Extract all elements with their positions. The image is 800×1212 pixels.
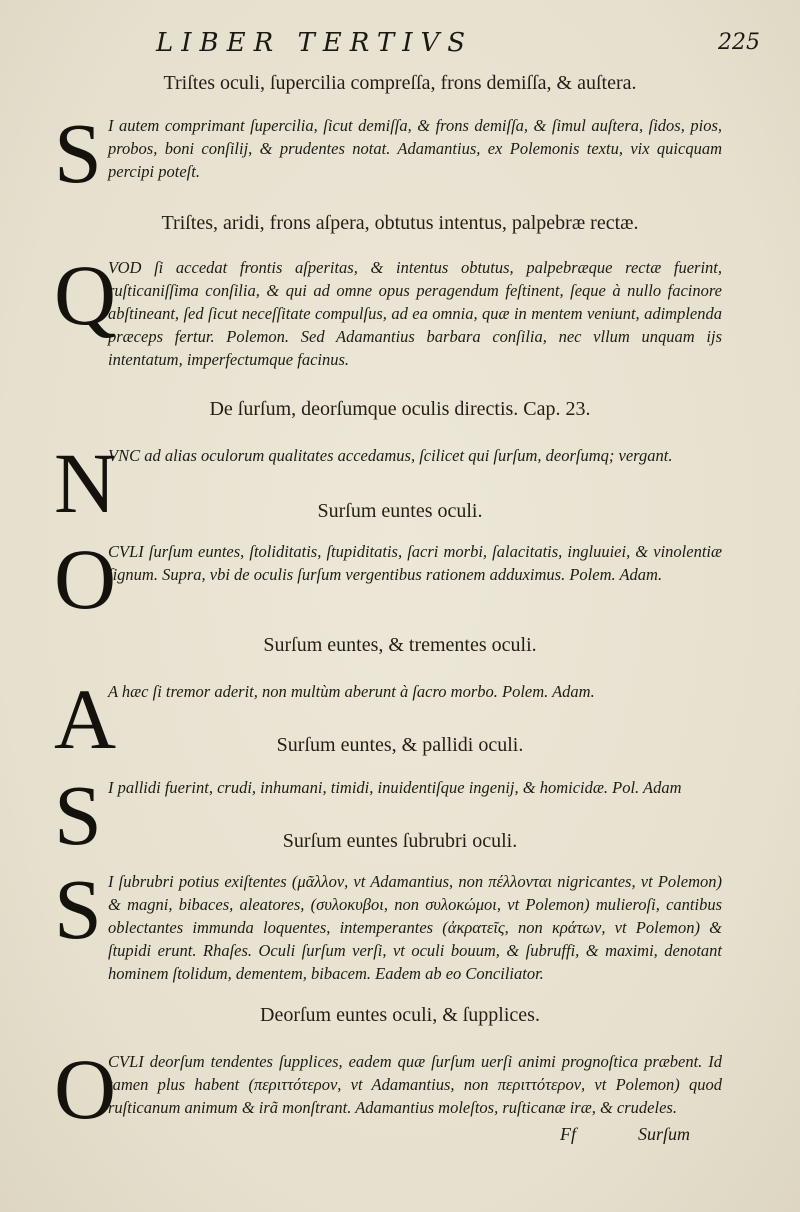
drop-initial: S	[54, 767, 102, 863]
paragraph-text: VOD ſi accedat frontis aſperitas, & intentus obtutus, palpebræque rectæ fuerint, ruſticaniſſima conſilia, & qui ad omne opus peragendum feſtinent, ſeque à nullo facinore abſtineant, ſed ſicut neceſſitate compulſus, ad ea omnia, quæ in mentem veniunt, adimplenda præceps fertur. Polemon. Sed Adamantius barbara conſilia, nec vllum unquam ijs intentatum, imperfectumque facinus.	[108, 258, 722, 369]
section-title: Triſtes, aridi, frons aſpera, obtutus intentus, palpebræ rectæ.	[161, 212, 639, 234]
paragraph-text: CVLI ſurſum euntes, ſtoliditatis, ſtupiditatis, ſacri morbi, ſalacitatis, ingluuiei, & vinolentiæ ſignum. Supra, vbi de oculis ſurſum vergentibus rationem adduximus. Polem. Adam.	[108, 542, 722, 584]
page-header	[150, 28, 760, 58]
signature-mark: Ff	[560, 1124, 576, 1144]
section-paragraph	[54, 247, 722, 371]
catchword: Surſum	[638, 1124, 691, 1144]
paragraph-text: I pallidi fuerint, crudi, inhumani, timidi, inuidentiſque ingenij, & homicidæ. Pol. Adam	[108, 778, 682, 797]
section-title: Surſum euntes oculi.	[317, 500, 483, 522]
paragraph-text: A hæc ſi tremor aderit, non multùm aberunt à ſacro morbo. Polem. Adam.	[108, 682, 595, 701]
section-paragraph	[54, 105, 722, 201]
section-title: Surſum euntes ſubrubri oculi.	[282, 830, 518, 852]
drop-initial: S	[54, 861, 102, 957]
drop-initial: N	[54, 435, 117, 531]
drop-initial: Q	[54, 247, 117, 343]
section-title: Deorſum euntes oculi, & ſupplices.	[260, 1004, 540, 1026]
drop-initial: S	[54, 105, 102, 201]
section-title: Surſum euntes, & trementes oculi.	[263, 634, 537, 656]
drop-initial: O	[54, 531, 117, 627]
drop-initial: A	[54, 671, 117, 767]
page-number: 225	[718, 30, 760, 55]
drop-initial: O	[54, 1041, 117, 1137]
section-title: Surſum euntes, & pallidi oculi.	[276, 734, 524, 756]
section-paragraph	[54, 531, 722, 627]
paragraph-text: CVLI deorſum tendentes ſupplices, eadem quæ ſurſum uerſi animi prognoſtica præbent. Id tamen plus habent (περιττότερον, vt Adamantius, non περιττότερον, vt Polemon) quod ruſticanum animum & irã monſtrant. Adamantius moleſtos, ruſticanæ iræ, & crudeles.	[108, 1052, 722, 1117]
paragraph-text: I ſubrubri potius exiſtentes (μᾶλλον, vt Adamantius, non πέλλονται nigricantes, vt Polemon) & magni, bibaces, aleatores, (συλοκυβοι, non συλοκώμοι, vt Polemon) mulieroſi, cantibus oblectantes immunda loquentes, intemperantes (ἀκρατεῖς, non κράτων, vt Polemon) & ſtupidi erunt. Rhaſes. Oculi ſurſum verſi, vt oculi bouum, & ſubruffi, & maximi, denotant hominem ſtolidum, dementem, bibacem. Eadem ab eo Conciliator.	[108, 872, 722, 983]
paragraph-text: I autem comprimant ſupercilia, ſicut demiſſa, & frons demiſſa, & ſimul auſtera, ſidos, pios, probos, boni conſilij, & prudentes notat. Adamantius, ex Polemonis textu, vix quicquam percipi poteſt.	[108, 116, 722, 181]
running-head: LIBER TERTIVS	[156, 28, 474, 58]
paragraph-text: VNC ad alias oculorum qualitates accedamus, ſcilicet qui ſurſum, deorſumq; vergant.	[108, 446, 673, 465]
section-paragraph	[54, 861, 722, 985]
chapter-title: De ſurſum, deorſumque oculis directis. Cap. 23.	[209, 398, 591, 420]
section-title: Triſtes oculi, ſupercilia compreſſa, frons demiſſa, & auſtera.	[163, 72, 637, 94]
